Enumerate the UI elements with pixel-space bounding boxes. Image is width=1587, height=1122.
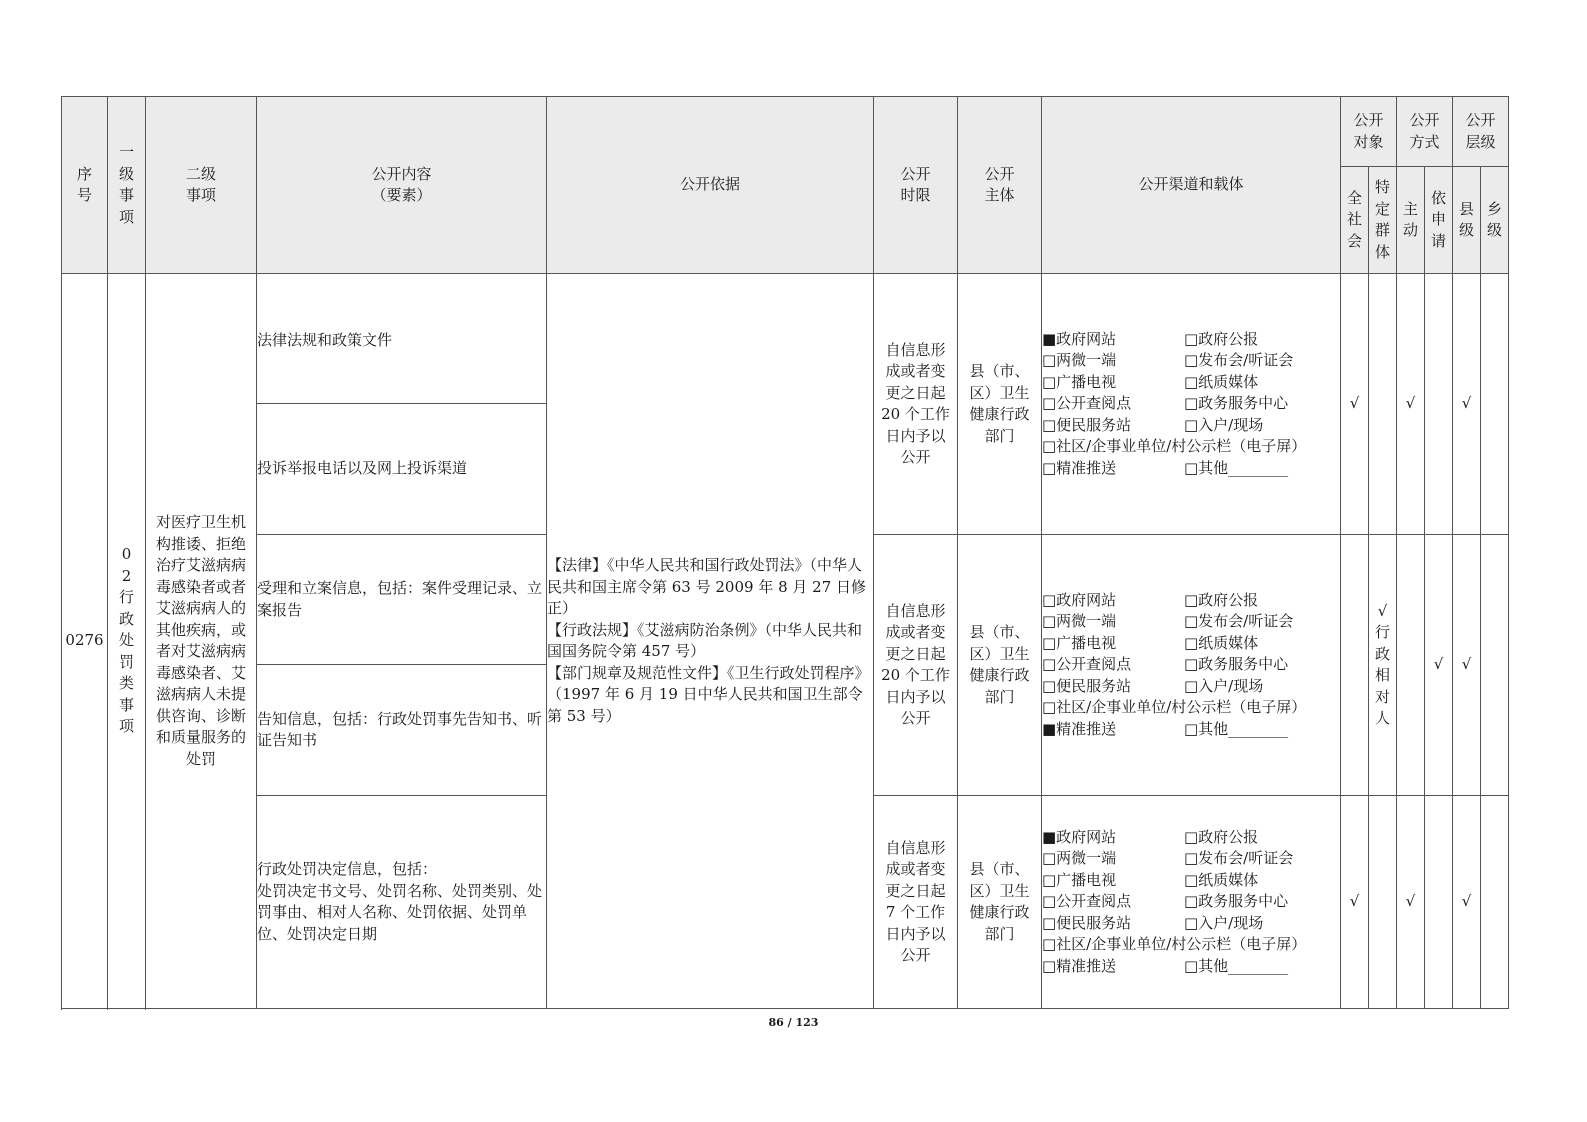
basis-rules: 【部门规章及规范性文件】《卫生行政处罚程序》（1997 年 6 月 19 日中华人民共和国卫生部令第 53 号） — [547, 663, 870, 725]
channel-option: □广播电视 — [1042, 633, 1117, 652]
channel-option: □政务服务中心 — [1184, 892, 1289, 911]
level-town-3 — [1481, 796, 1509, 1009]
target-specific-1 — [1369, 274, 1397, 535]
basis-regulation: 【行政法规】《艾滋病防治条例》（中华人民共和国国务院令第 457 号） — [547, 620, 863, 660]
method-apply-3 — [1425, 796, 1453, 1009]
header-method-apply: 依申请 — [1425, 167, 1453, 274]
header-timelimit: 公开时限 — [874, 97, 958, 274]
channel-option: □公开查阅点 — [1042, 394, 1132, 413]
method-active-3: √ — [1397, 796, 1425, 1009]
disclosure-table — [61, 96, 1509, 1009]
timelimit-1: 自信息形成或者变更之日起 20 个工作日内予以公开 — [874, 274, 958, 535]
page-number: 86 / 123 — [768, 1016, 819, 1029]
method-apply-2: √ — [1425, 535, 1453, 796]
header-seq: 序号 — [62, 97, 108, 274]
timelimit-2: 自信息形成或者变更之日起 20 个工作日内予以公开 — [874, 535, 958, 796]
level-county-2: √ — [1453, 535, 1481, 796]
channel-option: □纸质媒体 — [1184, 633, 1259, 652]
channels-2 — [1042, 535, 1341, 796]
channel-option: □其他________ — [1184, 719, 1289, 738]
level-county-3: √ — [1453, 796, 1481, 1009]
header-target-specific: 特定群体 — [1369, 167, 1397, 274]
level-town-2 — [1481, 535, 1509, 796]
table-row — [62, 274, 1509, 404]
row-seq: 0276 — [62, 274, 108, 1009]
header-channels: 公开渠道和载体 — [1042, 97, 1341, 274]
channel-option: □公开查阅点 — [1042, 655, 1132, 674]
channel-option: □两微一端 — [1042, 351, 1117, 370]
header-level: 公开层级 — [1453, 97, 1509, 167]
content-item-1: 法律法规和政策文件 — [257, 274, 547, 404]
content-item-3: 受理和立案信息，包括：案件受理记录、立案报告 — [257, 535, 547, 665]
channel-option: □其他________ — [1184, 956, 1289, 975]
target-specific-3 — [1369, 796, 1397, 1009]
channel-option: □两微一端 — [1042, 849, 1117, 868]
channel-option: □其他________ — [1184, 458, 1289, 477]
header-level-town: 乡级 — [1481, 167, 1509, 274]
basis-law: 【法律】《中华人民共和国行政处罚法》（中华人民共和国主席令第 63 号 2009 年 8 月 27 日修正） — [547, 556, 867, 617]
level-county-1: √ — [1453, 274, 1481, 535]
channel-option: □便民服务站 — [1042, 676, 1132, 695]
level-town-1 — [1481, 274, 1509, 535]
row-level1: 02行政处罚类事项 — [108, 274, 146, 1009]
channel-option: □政府公报 — [1184, 827, 1259, 846]
channels-3 — [1042, 796, 1341, 1009]
channel-option: □便民服务站 — [1042, 913, 1132, 932]
channel-option: ■精准推送 — [1042, 719, 1117, 738]
header-target: 公开对象 — [1341, 97, 1397, 167]
method-active-2 — [1397, 535, 1425, 796]
channel-option: □入户/现场 — [1184, 913, 1264, 932]
channel-option: □精准推送 — [1042, 458, 1117, 477]
header-subject: 公开主体 — [958, 97, 1042, 274]
subject-1: 县（市、区）卫生健康行政部门 — [958, 274, 1042, 535]
header-level-county: 县级 — [1453, 167, 1481, 274]
channel-option: □政府网站 — [1042, 590, 1117, 609]
content-item-5: 行政处罚决定信息，包括： 处罚决定书文号、处罚名称、处罚类别、处罚事由、相对人名称、处罚依据、处罚单位、处罚决定日期 — [257, 796, 547, 1009]
row-level2: 对医疗卫生机构推诿、拒绝治疗艾滋病病毒感染者或者艾滋病病人的其他疾病，或者对艾滋病病毒感染者、艾滋病病人未提供咨询、诊断和质量服务的处罚 — [146, 274, 257, 1009]
channel-option: □纸质媒体 — [1184, 372, 1259, 391]
channel-option: □发布会/听证会 — [1184, 351, 1294, 370]
header-target-all: 全社会 — [1341, 167, 1369, 274]
method-apply-1 — [1425, 274, 1453, 535]
method-active-1: √ — [1397, 274, 1425, 535]
channel-option: □入户/现场 — [1184, 676, 1264, 695]
channel-option: □社区/企事业单位/村公示栏（电子屏） — [1042, 935, 1307, 954]
header-level2: 二级事项 — [146, 97, 257, 274]
channel-option: □公开查阅点 — [1042, 892, 1132, 911]
subject-2: 县（市、区）卫生健康行政部门 — [958, 535, 1042, 796]
header-content-title: 公开内容 — [371, 164, 432, 183]
header-basis: 公开依据 — [547, 97, 874, 274]
channel-option: □发布会/听证会 — [1184, 849, 1294, 868]
content-item-4: 告知信息，包括：行政处罚事先告知书、听证告知书 — [257, 665, 547, 796]
timelimit-3: 自信息形成或者变更之日起 7 个工作日内予以公开 — [874, 796, 958, 1009]
channel-option: □政府公报 — [1184, 590, 1259, 609]
basis-cell — [547, 274, 874, 1009]
target-specific-2: √行政相对人 — [1369, 535, 1397, 796]
channel-option: □社区/企事业单位/村公示栏（电子屏） — [1042, 437, 1307, 456]
target-all-3: √ — [1341, 796, 1369, 1009]
header-content — [257, 97, 547, 274]
channel-option: □社区/企事业单位/村公示栏（电子屏） — [1042, 698, 1307, 717]
target-all-2 — [1341, 535, 1369, 796]
header-method: 公开方式 — [1397, 97, 1453, 167]
header-level1: 一级事项 — [108, 97, 146, 274]
channel-option: □两微一端 — [1042, 612, 1117, 631]
content-item-2: 投诉举报电话以及网上投诉渠道 — [257, 404, 547, 535]
channels-1 — [1042, 274, 1341, 535]
channel-option: □发布会/听证会 — [1184, 612, 1294, 631]
channel-option: □政务服务中心 — [1184, 655, 1289, 674]
subject-3: 县（市、区）卫生健康行政部门 — [958, 796, 1042, 1009]
channel-option: ■政府网站 — [1042, 329, 1117, 348]
header-content-subtitle: （要素） — [371, 186, 432, 204]
target-all-1: √ — [1341, 274, 1369, 535]
channel-option: □精准推送 — [1042, 956, 1117, 975]
channel-option: □便民服务站 — [1042, 415, 1132, 434]
channel-option: □广播电视 — [1042, 870, 1117, 889]
channel-option: ■政府网站 — [1042, 827, 1117, 846]
channel-option: □广播电视 — [1042, 372, 1117, 391]
header-method-active: 主动 — [1397, 167, 1425, 274]
channel-option: □入户/现场 — [1184, 415, 1264, 434]
channel-option: □政务服务中心 — [1184, 394, 1289, 413]
channel-option: □政府公报 — [1184, 329, 1259, 348]
channel-option: □纸质媒体 — [1184, 870, 1259, 889]
